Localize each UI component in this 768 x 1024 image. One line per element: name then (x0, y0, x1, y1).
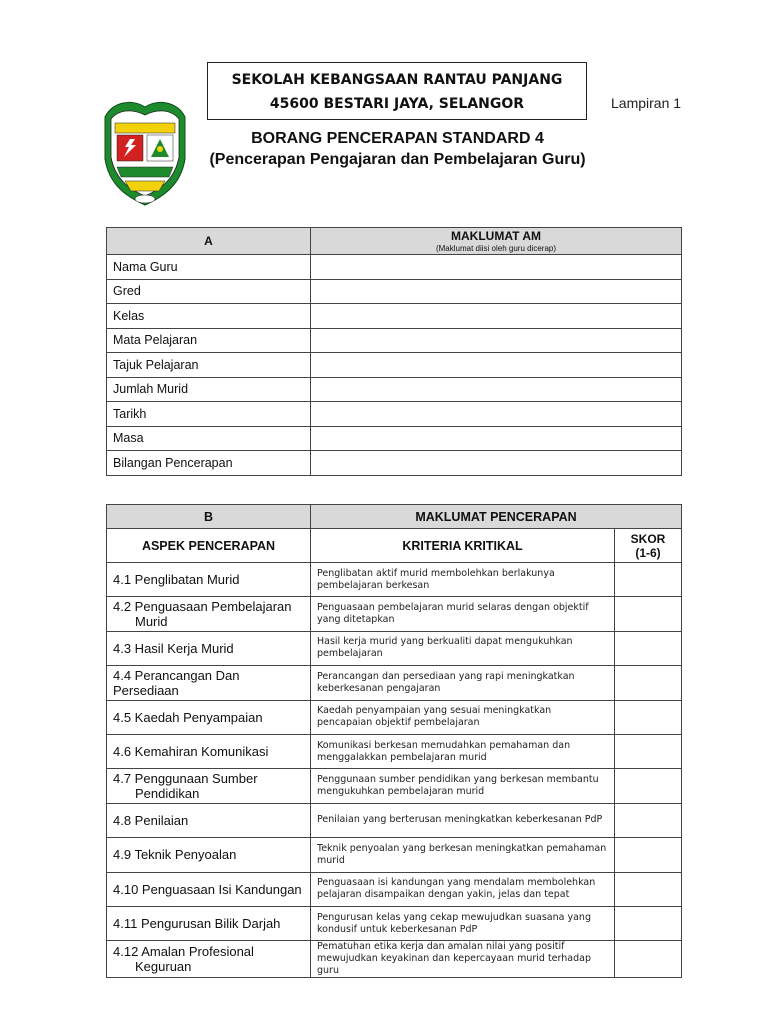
aspect-cell (107, 563, 311, 597)
school-name-box (207, 62, 587, 120)
score-header-range: (1-6) (635, 545, 661, 560)
criteria-cell: Penilaian yang berterusan meningkatkan keberkesanan PdP (311, 803, 615, 837)
student-count-field[interactable] (311, 377, 682, 402)
criteria-cell: Kaedah penyampaian yang sesuai meningkatkan pencapaian objektif pembelajaran (311, 700, 615, 734)
aspect-cell (107, 803, 311, 837)
score-input[interactable] (615, 631, 682, 665)
field-label: Mata Pelajaran (107, 328, 311, 353)
score-input[interactable] (615, 872, 682, 906)
criteria-cell: Komunikasi berkesan memudahkan pemahaman dan menggalakkan pembelajaran murid (311, 734, 615, 768)
table-row (107, 906, 682, 940)
teacher-name-field[interactable] (311, 255, 682, 280)
table-row (107, 279, 682, 304)
general-info-title: MAKLUMAT AM (451, 229, 541, 243)
table-row (107, 597, 682, 631)
score-input[interactable] (615, 803, 682, 837)
aspect-cell (107, 700, 311, 734)
criteria-cell: Penguasaan isi kandungan yang mendalam membolehkan pelajaran disampaikan dengan yakin, jelas dan tepat (311, 872, 615, 906)
table-row (107, 631, 682, 665)
general-info-header (311, 228, 682, 255)
aspect-cell (107, 597, 311, 631)
section-a-label: A (107, 228, 311, 255)
aspect-cell (107, 769, 311, 803)
aspect-label-cont: Murid (135, 614, 168, 630)
aspect-cell (107, 906, 311, 940)
aspect-label: 4.6 Kemahiran Komunikasi (113, 744, 269, 760)
score-input[interactable] (615, 666, 682, 700)
criteria-cell: Pengurusan kelas yang cekap mewujudkan suasana yang kondusif untuk keberkesanan PdP (311, 906, 615, 940)
criteria-cell: Pematuhan etika kerja dan amalan nilai yang positif mewujudkan keyakinan dan kepercayaan murid terhadap guru (311, 941, 615, 978)
table-row (107, 872, 682, 906)
lesson-title-field[interactable] (311, 353, 682, 378)
score-input[interactable] (615, 700, 682, 734)
field-label: Nama Guru (107, 255, 311, 280)
criteria-cell: Hasil kerja murid yang berkualiti dapat mengukuhkan pembelajaran (311, 631, 615, 665)
field-label: Masa (107, 426, 311, 451)
score-header (615, 529, 682, 563)
score-input[interactable] (615, 838, 682, 872)
score-header-label: SKOR (630, 531, 666, 546)
general-info-note: (Maklumat diisi oleh guru dicerap) (435, 244, 557, 253)
table-row (107, 377, 682, 402)
grade-field[interactable] (311, 279, 682, 304)
field-label: Gred (107, 279, 311, 304)
table-row (107, 941, 682, 978)
appendix-label: Lampiran 1 (611, 95, 682, 111)
table-row (107, 426, 682, 451)
criteria-cell: Penguasaan pembelajaran murid selaras dengan objektif yang ditetapkan (311, 597, 615, 631)
school-name: SEKOLAH KEBANGSAAN RANTAU PANJANG (231, 72, 563, 88)
table-row (107, 700, 682, 734)
time-field[interactable] (311, 426, 682, 451)
field-label: Tajuk Pelajaran (107, 353, 311, 378)
school-address: 45600 BESTARI JAYA, SELANGOR (269, 96, 525, 112)
section-b-label: B (107, 505, 311, 529)
observation-table (106, 504, 682, 978)
observation-info-header: MAKLUMAT PENCERAPAN (311, 505, 682, 529)
general-info-table (106, 227, 682, 476)
criteria-cell: Perancangan dan persediaan yang rapi meningkatkan keberkesanan pengajaran (311, 666, 615, 700)
table-row (107, 803, 682, 837)
aspect-label: 4.10 Penguasaan Isi Kandungan (113, 881, 302, 897)
table-row (107, 304, 682, 329)
observation-count-field[interactable] (311, 451, 682, 476)
aspect-label: 4.4 Perancangan Dan Persediaan (113, 667, 240, 698)
table-row (107, 838, 682, 872)
table-row (107, 328, 682, 353)
criteria-cell: Teknik penyoalan yang berkesan meningkatkan pemahaman murid (311, 838, 615, 872)
aspect-label: 4.11 Pengurusan Bilik Darjah (113, 916, 281, 932)
table-row (107, 451, 682, 476)
criteria-header: KRITERIA KRITIKAL (311, 529, 615, 563)
field-label: Jumlah Murid (107, 377, 311, 402)
aspect-cell (107, 872, 311, 906)
aspect-label: 4.7 Penggunaan Sumber (113, 771, 258, 787)
table-header-row (107, 228, 682, 255)
subject-field[interactable] (311, 328, 682, 353)
score-input[interactable] (615, 597, 682, 631)
aspect-label: 4.1 Penglibatan Murid (113, 572, 240, 588)
class-field[interactable] (311, 304, 682, 329)
score-input[interactable] (615, 563, 682, 597)
criteria-cell: Penggunaan sumber pendidikan yang berkesan membantu mengukuhkan pembelajaran murid (311, 769, 615, 803)
field-label: Kelas (107, 304, 311, 329)
table-row (107, 353, 682, 378)
score-input[interactable] (615, 769, 682, 803)
aspect-label: 4.9 Teknik Penyoalan (113, 847, 237, 863)
table-row (107, 255, 682, 280)
table-row (107, 666, 682, 700)
aspect-label: 4.8 Penilaian (113, 812, 189, 828)
criteria-cell: Penglibatan aktif murid membolehkan berlakunya pembelajaran berkesan (311, 563, 615, 597)
aspect-label-cont: Pendidikan (135, 786, 200, 802)
aspect-label: 4.2 Penguasaan Pembelajaran (113, 599, 292, 615)
aspect-label: 4.12 Amalan Profesional (113, 944, 254, 960)
aspect-label: 4.3 Hasil Kerja Murid (113, 640, 234, 656)
score-input[interactable] (615, 734, 682, 768)
form-title-sub: (Pencerapan Pengajaran dan Pembelajaran Guru) (209, 151, 586, 168)
aspect-label-cont: Keguruan (135, 959, 192, 975)
school-crest-icon (103, 97, 187, 209)
table-row (107, 734, 682, 768)
aspect-header: ASPEK PENCERAPAN (107, 529, 311, 563)
table-row (107, 563, 682, 597)
aspect-cell (107, 666, 311, 700)
form-title (200, 128, 595, 170)
table-header-row (107, 505, 682, 529)
aspect-label: 4.5 Kaedah Penyampaian (113, 709, 263, 725)
field-label: Tarikh (107, 402, 311, 427)
table-row (107, 769, 682, 803)
aspect-cell (107, 631, 311, 665)
date-field[interactable] (311, 402, 682, 427)
table-row (107, 402, 682, 427)
table-subheader-row (107, 529, 682, 563)
aspect-cell (107, 734, 311, 768)
aspect-cell (107, 941, 311, 978)
field-label: Bilangan Pencerapan (107, 451, 311, 476)
score-input[interactable] (615, 941, 682, 978)
aspect-cell (107, 838, 311, 872)
score-input[interactable] (615, 906, 682, 940)
form-title-main: BORANG PENCERAPAN STANDARD 4 (251, 130, 544, 147)
